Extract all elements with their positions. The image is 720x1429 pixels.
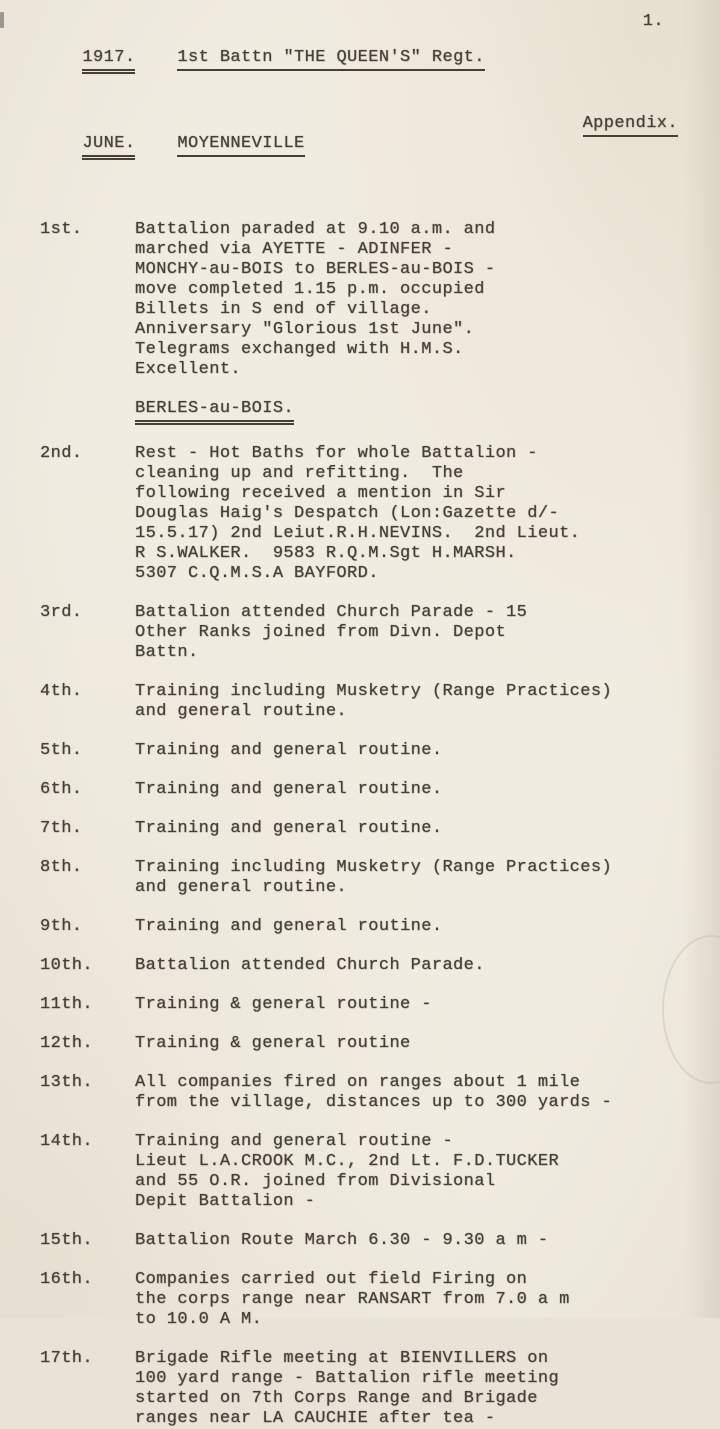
entry-date: 3rd.: [40, 603, 83, 622]
entry-line: marched via AYETTE - ADINFER -: [135, 240, 454, 259]
diary-entry: [40, 444, 720, 584]
entry-line: Douglas Haig's Despatch (Lon:Gazette d/-: [135, 504, 560, 523]
entry-date: 10th.: [40, 956, 94, 975]
diary-entry: [40, 1132, 720, 1212]
entry-body: [135, 1231, 720, 1251]
entry-line: Rest - Hot Baths for whole Battalion -: [135, 444, 538, 463]
entry-line: MONCHY-au-BOIS to BERLES-au-BOIS -: [135, 260, 496, 279]
entry-line: Training and general routine.: [135, 917, 443, 936]
entry-line: All companies fired on ranges about 1 mile: [135, 1073, 581, 1092]
entry-line: Training and general routine.: [135, 741, 443, 760]
entry-line: ranges near LA CAUCHIE after tea -: [135, 1409, 496, 1428]
entry-body: [135, 741, 720, 761]
entry-line: Training including Musketry (Range Practices): [135, 858, 613, 877]
header-row-month: [40, 114, 720, 200]
entry-body: [135, 1270, 720, 1330]
section-heading: [135, 399, 720, 425]
diary-entry: [40, 819, 720, 839]
entry-body: [135, 1034, 720, 1054]
entry-line: Lieut L.A.CROOK M.C., 2nd Lt. F.D.TUCKER: [135, 1152, 560, 1171]
page-number: 1.: [642, 12, 664, 31]
entry-line: from the village, distances up to 300 yards -: [135, 1093, 613, 1112]
appendix-label: Appendix.: [583, 114, 678, 137]
entry-date: 8th.: [40, 858, 83, 877]
scan-edge-mark: [0, 12, 4, 28]
entry-line: Billets in S end of village.: [135, 300, 432, 319]
month-cell: [82, 134, 177, 160]
section-heading-label: BERLES-au-BOIS.: [135, 399, 294, 425]
diary-entry: [40, 1231, 720, 1251]
entry-line: Training including Musketry (Range Practices): [135, 682, 613, 701]
entry-line: Battn.: [135, 643, 199, 662]
entry-line: 100 yard range - Battalion rifle meeting: [135, 1369, 560, 1388]
diary-entry: [40, 858, 720, 898]
entry-line: Companies carried out field Firing on: [135, 1270, 528, 1289]
entry-line: and 55 O.R. joined from Divisional: [135, 1172, 496, 1191]
location-heading: MOYENNEVILLE: [177, 134, 304, 157]
entry-body: [135, 858, 720, 898]
entry-date: 16th.: [40, 1270, 94, 1289]
entry-date: 13th.: [40, 1073, 94, 1092]
diary-entry: [40, 682, 720, 722]
entry-line: Training & general routine: [135, 1034, 411, 1053]
entry-line: Training and general routine.: [135, 819, 443, 838]
entry-line: Battalion paraded at 9.10 a.m. and: [135, 220, 496, 239]
entry-date: 2nd.: [40, 444, 83, 463]
entry-line: Brigade Rifle meeting at BIENVILLERS on: [135, 1349, 549, 1368]
regiment-title: 1st Battn "THE QUEEN'S" Regt.: [177, 48, 484, 71]
diary-entry: [40, 220, 720, 380]
entry-date: 15th.: [40, 1231, 94, 1250]
entry-date: 5th.: [40, 741, 83, 760]
appendix-cell: [583, 114, 678, 137]
entry-date: 7th.: [40, 819, 83, 838]
entry-body: [135, 603, 720, 663]
entry-body: [135, 682, 720, 722]
entry-body: [135, 220, 720, 380]
entry-date: 11th.: [40, 995, 94, 1014]
entry-body: [135, 956, 720, 976]
year-label: 1917.: [82, 48, 135, 74]
entry-date: 17th.: [40, 1349, 94, 1368]
entry-body: [135, 444, 720, 584]
entry-line: 15.5.17) 2nd Leiut.R.H.NEVINS. 2nd Lieut.: [135, 524, 581, 543]
entry-body: [135, 1073, 720, 1113]
entry-line: and general routine.: [135, 878, 348, 897]
entry-body: [135, 780, 720, 800]
entry-line: Battalion attended Church Parade - 15: [135, 603, 528, 622]
entry-line: Anniversary "Glorious 1st June".: [135, 320, 475, 339]
entry-line: started on 7th Corps Range and Brigade: [135, 1389, 538, 1408]
entry-line: the corps range near RANSART from 7.0 a m: [135, 1290, 570, 1309]
entry-line: Excellent.: [135, 360, 242, 379]
entry-line: cleaning up and refitting. The: [135, 464, 464, 483]
diary-entries: [40, 220, 720, 1429]
entry-line: 5307 C.Q.M.S.A BAYFORD.: [135, 564, 379, 583]
entry-body: [135, 995, 720, 1015]
diary-entry: [40, 1034, 720, 1054]
diary-entry: [40, 956, 720, 976]
diary-entry: [40, 741, 720, 761]
entry-body: [135, 917, 720, 937]
entry-date: 6th.: [40, 780, 83, 799]
diary-entry: [40, 1349, 720, 1429]
entry-line: following received a mention in Sir: [135, 484, 507, 503]
entry-date: 14th.: [40, 1132, 94, 1151]
entry-line: Training and general routine -: [135, 1132, 454, 1151]
year-cell: [82, 48, 177, 74]
entry-date: 1st.: [40, 220, 83, 239]
entry-date: 12th.: [40, 1034, 94, 1053]
entry-line: Battalion Route March 6.30 - 9.30 a m -: [135, 1231, 549, 1250]
diary-entry: [40, 1073, 720, 1113]
entry-body: [135, 1349, 720, 1429]
diary-entry: [40, 1270, 720, 1330]
entry-line: to 10.0 A M.: [135, 1310, 263, 1329]
diary-entry: [40, 780, 720, 800]
entry-line: R S.WALKER. 9583 R.Q.M.Sgt H.MARSH.: [135, 544, 517, 563]
entry-body: [135, 819, 720, 839]
entry-line: Training and general routine.: [135, 780, 443, 799]
entry-line: Training & general routine -: [135, 995, 432, 1014]
entry-line: Battalion attended Church Parade.: [135, 956, 485, 975]
month-label: JUNE.: [82, 134, 135, 160]
entry-line: Depit Battalion -: [135, 1192, 316, 1211]
entry-line: and general routine.: [135, 702, 348, 721]
entry-date: 4th.: [40, 682, 83, 701]
entry-line: move completed 1.15 p.m. occupied: [135, 280, 485, 299]
entry-line: Other Ranks joined from Divn. Depot: [135, 623, 507, 642]
entry-line: Telegrams exchanged with H.M.S.: [135, 340, 464, 359]
entry-date: 9th.: [40, 917, 83, 936]
entry-body: [135, 1132, 720, 1212]
diary-entry: [40, 995, 720, 1015]
diary-entry: [40, 603, 720, 663]
header-row-year: [40, 28, 720, 94]
diary-entry: [40, 917, 720, 937]
